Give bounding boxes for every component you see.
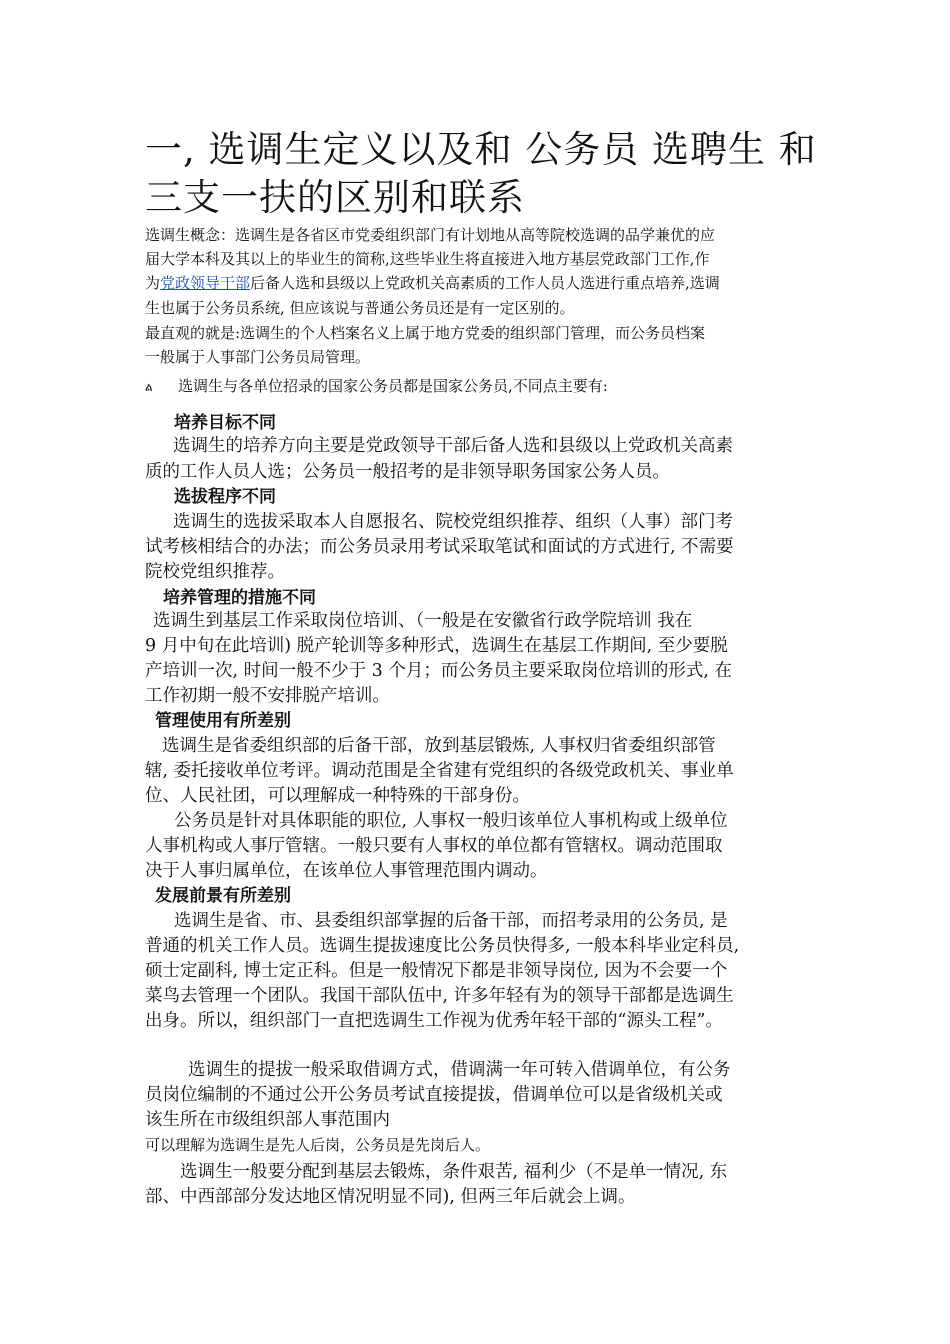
intro-bullet-text: 选调生与各单位招录的国家公务员都是国家公务员,不同点主要有: [178,377,608,395]
intro-line-2: 届大学本科及其以上的毕业生的简称,这些毕业生将直接进入地方基层党政部门工作,作 [145,250,710,268]
section-text: 工作初期一般不安排脱产培训。 [145,686,390,706]
intro-line-3 [145,272,815,294]
section-text: 菜鸟去管理一个团队。我国干部队伍中, 许多年轻有为的领导干部都是选调生 [145,986,734,1006]
section-text: 普通的机关工作人员。选调生提拔速度比公务员快得多, 一般本科毕业定科员, [145,936,740,956]
section-text: 院校党组织推荐。 [145,562,285,582]
title-line-1: 一, 选调生定义以及和 公务员 选聘生 和 [145,128,817,171]
section-text: 辖, 委托接收单位考评。调动范围是全省建有党组织的各级党政机关、事业单 [145,761,734,781]
section-heading-management-usage: 管理使用有所差别 [155,711,291,731]
bullet-icon: ል [145,380,153,394]
section-heading-training-goal: 培养目标不同 [174,413,276,433]
section-text: 决于人事归属单位，在该单位人事管理范围内调动。 [145,861,548,881]
section-text: 试考核相结合的办法；而公务员录用考试采取笔试和面试的方式进行, 不需要 [145,537,734,557]
section-text: 选调生是省、市、县委组织部掌握的后备干部，而招考录用的公务员, 是 [174,911,728,931]
intro-line-3-post: 后备人选和县级以上党政机关高素质的工作人员人选进行重点培养,选调 [250,274,720,292]
tail-text: 该生所在市级组织部人事范围内 [145,1110,390,1130]
section-heading-training-management: 培养管理的措施不同 [163,588,316,608]
section-text: 出身。所以，组织部门一直把选调生工作视为优秀年轻干部的“源头工程”。 [145,1011,723,1031]
title-line-2: 三支一扶的区别和联系 [145,176,525,219]
section-text: 产培训一次, 时间一般不少于 3 个月；而公务员主要采取岗位培训的形式, 在 [145,661,733,681]
section-text: 硕士定副科, 博士定正科。但是一般情况下都是非领导岗位, 因为不会要一个 [145,961,728,981]
section-text: 公务员是针对具体职能的职位, 人事权一般归该单位人事机构或上级单位 [174,811,728,831]
intro-line-6: 一般属于人事部门公务员局管理。 [145,348,371,366]
section-text: 选调生的选拔采取本人自愿报名、院校党组织推荐、组织（人事）部门考 [173,512,733,532]
tail-text: 部、中西部部分发达地区情况明显不同), 但两三年后就会上调。 [145,1187,636,1207]
tail-text: 员岗位编制的不通过公开公务员考试直接提拔，借调单位可以是省级机关或 [145,1085,723,1105]
section-text: 位、人民社团，可以理解成一种特殊的干部身份。 [145,786,530,806]
section-text: 选调生到基层工作采取岗位培训、（一般是在安徽省行政学院培训 我在 [153,611,693,631]
page-title [145,126,825,222]
section-heading-development-prospect: 发展前景有所差别 [155,886,291,906]
section-text: 选调生的培养方向主要是党政领导干部后备人选和县级以上党政机关高素 [173,436,733,456]
section-text: 9 月中旬在此培训) 脱产轮训等多种形式，选调生在基层工作期间, 至少要脱 [145,636,728,656]
section-text: 人事机构或人事厅管辖。一般只要有人事权的单位都有管辖权。调动范围取 [145,836,723,856]
intro-line-1: 选调生概念：选调生是各省区市党委组织部门有计划地从高等院校选调的品学兼优的应 [145,226,716,244]
intro-line-3-pre: 为 [145,274,161,292]
intro-line-5: 最直观的就是:选调生的个人档案名义上属于地方党委的组织部门管理，而公务员档案 [145,324,706,342]
section-heading-selection-procedure: 选拔程序不同 [174,487,276,507]
section-text: 选调生是省委组织部的后备干部，放到基层锻炼, 人事权归省委组织部管 [162,736,716,756]
intro-line-4: 生也属于公务员系统, 但应该说与普通公务员还是有一定区别的。 [145,299,575,317]
tail-text: 选调生的提拔一般采取借调方式，借调满一年可转入借调单位，有公务 [188,1060,731,1080]
party-leader-link[interactable]: 党政领导干部 [160,274,251,292]
section-text: 质的工作人员人选；公务员一般招考的是非领导职务国家公务人员。 [145,462,670,482]
tail-text: 选调生一般要分配到基层去锻炼，条件艰苦, 福利少（不是单一情况, 东 [180,1162,728,1182]
tail-text: 可以理解为选调生是先人后岗，公务员是先岗后人。 [145,1136,491,1154]
